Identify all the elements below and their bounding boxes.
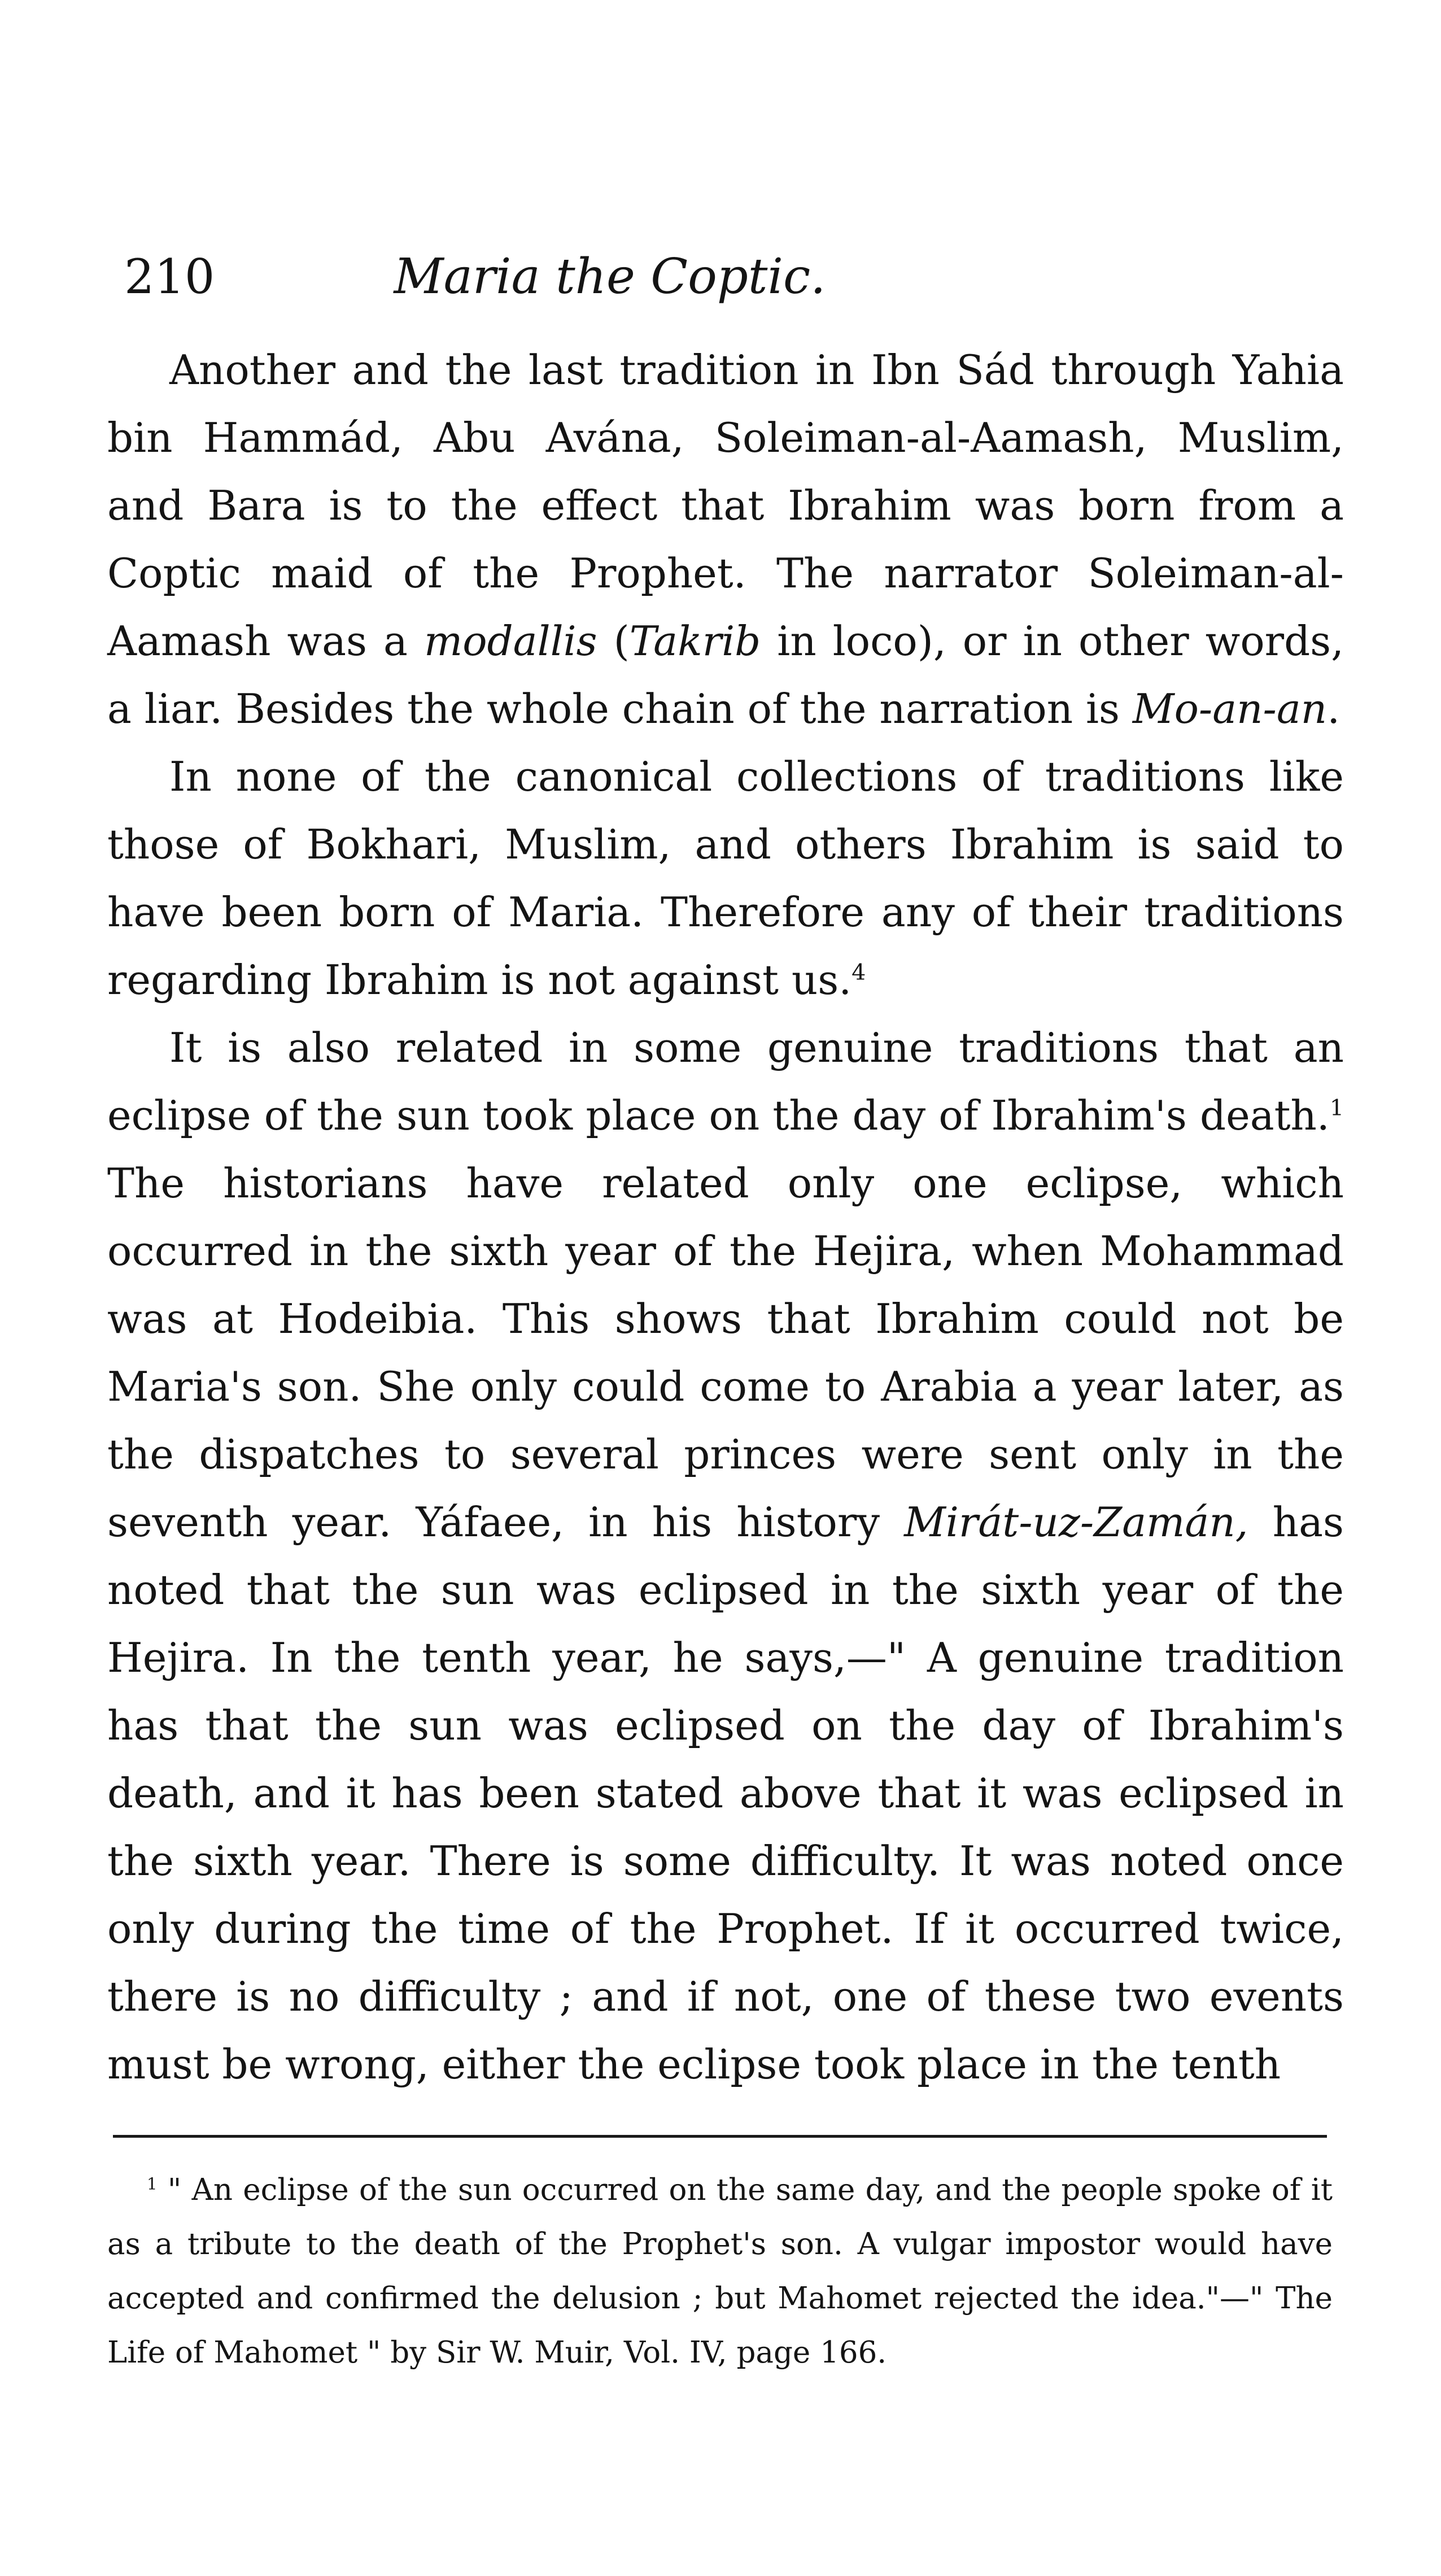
paragraph-2-note-mark: 4 — [852, 960, 866, 986]
paragraph-3-text-a: It is also related in some genuine traditions that an eclipse of the sun took place on the day of Ibrahim's death. — [107, 1024, 1344, 1139]
paragraph-1-text-d: . — [1327, 685, 1340, 733]
page-header — [124, 243, 1355, 311]
body-text — [107, 336, 1344, 2098]
paragraph-1-italic-modallis: modallis — [423, 617, 597, 665]
paragraph-1-text-b: ( — [597, 617, 630, 665]
paragraph-2 — [107, 743, 1344, 1014]
paragraph-3-italic-mirat-uz-zaman: Mirát-uz-Zamán, — [904, 1498, 1248, 1546]
page-number: 210 — [124, 249, 215, 304]
paragraph-1-text-a: Another and the last tradition in Ibn Sád through Yahia bin Hammád, Abu Avána, Soleiman-al-Aamash, Muslim, and Bara is to the effect that Ibrahim was born from a Coptic maid of the Prophet. The narrator Soleiman-al-Aamash was a — [107, 346, 1344, 665]
paragraph-3-text-c: has noted that the sun was eclipsed in the sixth year of the Hejira. In the tenth year, he says,—" A genuine tradition has that the sun was eclipsed on the day of Ibrahim's death, and it has been stated above that it was eclipsed in the sixth year. There is some difficulty. It was noted once only during the time of the Prophet. If it occurred twice, there is no difficulty ; and if not, one of these two events must be wrong, either the eclipse took place in the tenth — [107, 1498, 1344, 2088]
footnote-1-text: " An eclipse of the sun occurred on the same day, and the people spoke of it as a tribute to the death of the Prophet's son. A vulgar impostor would have accepted and confirmed the delusion ; but Mahomet rejected the idea."—" The Life of Mahomet " by Sir W. Muir, Vol. IV, page 166. — [107, 2173, 1333, 2370]
footnotes — [107, 2163, 1333, 2380]
running-title: Maria the Coptic. — [394, 249, 826, 305]
paragraph-1 — [107, 336, 1344, 743]
footnote-1-mark: 1 — [147, 2174, 158, 2194]
paragraph-2-text: In none of the canonical collections of traditions like those of Bokhari, Muslim, and others Ibrahim is said to have been born of Maria. Therefore any of their traditions regarding Ibrahim is not against us. — [107, 753, 1344, 1004]
paragraph-1-italic-mo-an-an: Mo-an-an — [1132, 685, 1328, 733]
paragraph-3-note-mark: 1 — [1329, 1095, 1344, 1121]
footnote-divider — [113, 2135, 1327, 2138]
paragraph-1-text-c: in loco), or in other words, a liar. Besides the whole chain of the narration is — [107, 617, 1344, 733]
paragraph-3-text-b: The historians have related only one eclipse, which occurred in the sixth year of the Hejira, when Mohammad was at Hodeibia. This shows that Ibrahim could not be Maria's son. She only could come to Arabia a year later, as the dispatches to several princes were sent only in the seventh year. Yáfaee, in his history — [107, 1160, 1344, 1546]
paragraph-3 — [107, 1014, 1344, 2098]
paragraph-1-italic-takrib: Takrib — [629, 617, 761, 665]
footnote-1 — [107, 2163, 1333, 2380]
